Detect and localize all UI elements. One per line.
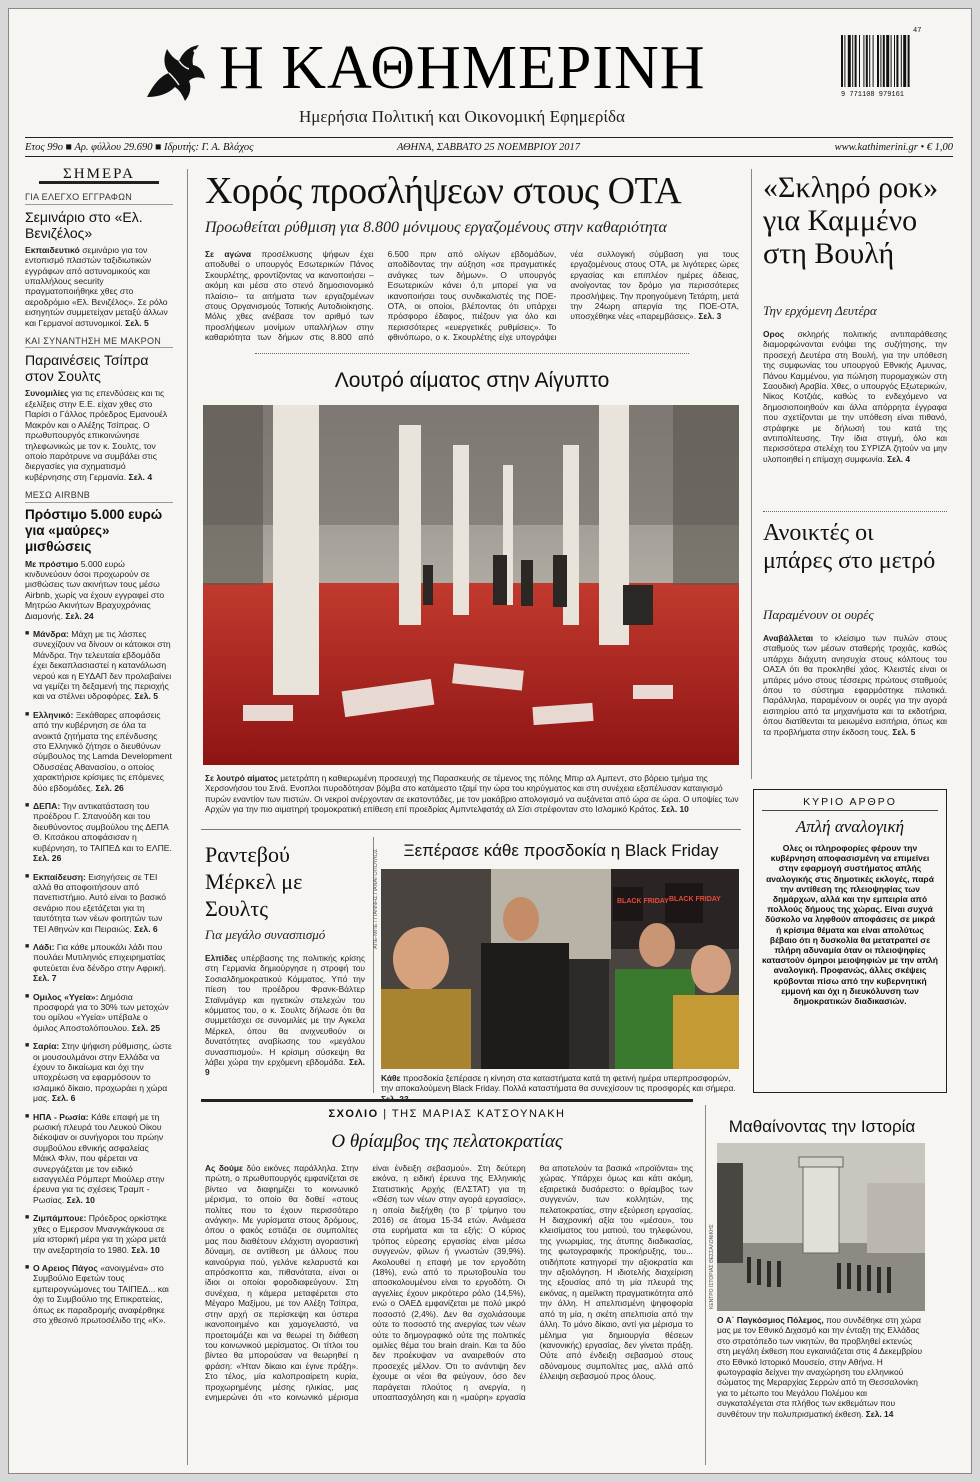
commentary-body: Ας δούμε δύο εικόνες παράλληλα. Στην πρώτη, ο πρωθυπουργός εμφανίζεται σε βίντεο να διαφημίζει το κοινωνικό μέρισμα, το οποίο θα δοθεί «στους πολίτες που το έχουν περισσότερο ανάγκη». Με γυρίσματα στους δρόμους, όπου ο φακός εστιάζει σε συμπολίτες μας που διαθέτουν ελάχιστη αγοραστική δύναμη, σε αντίθεση με άλλους που καινούργια πού, γελάνε κελαρυστά και απρόσκοπτα και, πιθανότατα, είναι οι ίδιοι οι οποίοι φοροδιαφεύγουν. Στη συνέχεια, η κάμερα μεταφέρεται στο Μέγαρο Μαξίμου, με τον Αλέξη Τσίπρα, στην αρχή σε περίσκεψη και ύστερα ικανοποιημένο και χαμογελαστό, να προετοιμάζει και να θεωρεί τη διάθεση του κοινωνικού μερίσματος. Οι τίτλοι του βίντεο θα μπορούσαν να θεωρηθεί η φράση: «Ήταν δίκαιο και έγινε πράξη». Στο τέλος, μία καλοπροαίρετη κυρία, προχωρημένης μέσης ηλικίας, μας ενημερώνει ότι «το κοινωνικό μέρισμα είναι ένδειξη σεβασμού». Στη δεύτερη εικόνα, η ειδική έρευνα της Ελληνικής Στατιστικής Αρχής (ΕΛΣΤΑΤ) για τη «Θέση των νέων στην αγορά εργασίας», η οποία διεξήχθη (το β΄ τρίμηνο του 2016) σε άτομα 15-34 ετών. Ανάμεσα στα ευρήματα και τα εξής: Ο κύριος τρόπος εύρεσης εργασίας είναι μέσω συγγενών, φίλων ή γνωστών (39,9%). Ακολουθεί η επαφή με τον εργοδότη (18%), ενώ από το πρωτοβουλία του αποσκολουμένου είναι το εργοδότη. Οι αγγελίες έχουν μικρότερο ρόλο (14,5%), ενώ ο ΟΑΕΔ εμφανίζεται με πολύ μικρό ποσοστό (2,4%). Δεν θα σχολιάσουμε ούτε το ποσοστό της ανεργίας των νέων ούτε το δημογραφικό ούτε της πολιτικές ομιλίες θέμα του brain drain. Και τα δύο δεν προέκυψαν να αναιρεθούν στο προσεχές μέλλον. Ότι το ανάντιψη δεν έχουμε οι νέοι θα φεύγουν, όσο δεν παράγεται πλούτος η ανεργία, η υποαπασχόληση και η «μαύρη» εργασία θα αποτελούν τα βασικά «προϊόντα» της χώρας. Υπάρχει όμως και κάτι ακόμη, εξαιρετικά δυσάρεστο: ο θρίαμβος των συγγενών, των κολλητών, της πελατοκρατίας, στην εξεύρεση εργασίας. Η διαχρονική αξία του «μέσου», του κλεισίματος του ματιού, του τηλεφώνου, της γνωριμίας, της άτυπης διαδικασίας, της φωτογραφικής προκήρυξης, του... οτιδήποτε κατηγορεί την αξιοκρατία και την αξιολόγηση. Η ιδιοτελής διαχείριση της εξουσίας από τη μία πλευρά της εικόνας, η αμείλικτη πραγματικότητα από την άλλη. Η απελπισμένη ψηφοφορία από τη μία, η σκέτη απελπισία από την άλλη. Το μόνο δίκαιο, αντί για μέρισμα το μέλημα για δημιουργία θέσεων (κανονικής) εργασίας, δεν γίνεται πράξη. Ούτε από ένδειξη σεβασμού στους αδύναμους συμπολίτες μας, αλλά από έλλειψη σεβασμού προς όλους. bbox=[205, 1163, 693, 1402]
sign-text: BLACK FRIDAY bbox=[669, 896, 721, 903]
merkel-subhead: Για μεγάλο συνασπισμό bbox=[205, 927, 326, 942]
masthead-subtitle: Ημερήσια Πολιτική και Οικονομική Εφημερίδα bbox=[299, 107, 625, 126]
story-headline: Παραινέσεις Τσίπρα στον Σουλτς bbox=[25, 352, 149, 385]
dateline-left: Ετος 99ο ■ Αρ. φύλλου 29.690 ■ Ιδρυτής: Γ. Α. Βλάχος bbox=[25, 142, 254, 153]
separator bbox=[255, 353, 689, 354]
rock-headline[interactable]: «Σκληρό ροκ» για Καμμένο στη Βουλή bbox=[763, 171, 939, 270]
blackfriday-photo[interactable] bbox=[381, 869, 739, 1069]
story-body: Συνομιλίες για τις επενδύσεις και τις εξελίξεις στην Ε.Ε. είχαν χθες στο Παρίσι ο Γάλλος πρόεδρος Εμανουέλ Μακρόν και ο Αλέξης Τσίπρας. Ο πρωθυπουργός επικοινώνησε τηλεφωνικώς με τον κ. Σουλτς, τον οποίο παρότρυνε να συμβάλει στις διεργασίες για σχηματισμό κυβέρνησης στη Γερμανία. Σελ. 4 bbox=[25, 388, 168, 482]
masthead-title: Η ΚΑΘΗΜΕΡΙΝΗ bbox=[219, 34, 706, 102]
column-divider bbox=[751, 169, 752, 779]
commentary-headline[interactable]: Ο θρίαμβος της πελατοκρατίας bbox=[331, 1131, 563, 1152]
column-divider bbox=[705, 1105, 706, 1465]
barcode-issue: 47 bbox=[913, 27, 922, 35]
editorial-box[interactable] bbox=[753, 789, 947, 1093]
column-divider bbox=[187, 169, 188, 1465]
left-story-3[interactable] bbox=[25, 490, 173, 621]
left-story-2[interactable] bbox=[25, 336, 173, 482]
bars-subhead: Παραμένουν οι ουρές bbox=[763, 607, 874, 622]
dateline-bar bbox=[25, 137, 953, 157]
story-headline: Σεμινάριο στο «Ελ. Βενιζέλος» bbox=[25, 208, 143, 241]
photo-credit: ΑΠΕ-ΜΠΕ / ΓΙΑΝΝΗΣ ΠΑΝΑΓΟΠΟΥΛΟΣ bbox=[373, 848, 379, 949]
sign-text: BLACK FRIDAY bbox=[617, 898, 669, 905]
rock-subhead: Την ερχόμενη Δευτέρα bbox=[763, 303, 877, 318]
brief-item[interactable]: ■ Λάδι: Για κάθε μπουκάλι λάδι που πουλάει Μυτιληνιός επιχειρηματίας φυτεύεται ένα δένδρο στην Αφρική. Σελ. 7 bbox=[25, 942, 173, 984]
blackfriday-caption: Κάθε προσδοκία ξεπέρασε η κίνηση στα καταστήματα κατά τη φετινή ημέρα υπερπροσφορών, την αποκαλούμενη Black Friday. Πολλά καταστήματα θα συνεχίσουν τις προσφορές και σήμερα. Σελ. 23 bbox=[381, 1073, 736, 1104]
blackfriday-headline[interactable]: Ξεπέρασε κάθε προσδοκία η Black Friday bbox=[403, 841, 719, 860]
left-story-1[interactable] bbox=[25, 192, 173, 328]
brief-item[interactable]: ■ Μάνδρα: Μάχη με τις λάσπες συνεχίζουν να δίνουν οι κάτοικοι στη Μάνδρα. Την τελευταία εβδομάδα έχει δεκαπλασιαστεί η κατανάλωση νερού και η ΕΥΔΑΠ δεν προλαβαίνει να γεμίζει τη δεξαμενή της περιοχής και να στέλνει υδροφόρες. Σελ. 5 bbox=[25, 629, 173, 702]
griffin-logo-icon bbox=[139, 37, 211, 109]
newspaper-front-page bbox=[8, 8, 972, 1474]
egypt-caption: Σε λουτρό αίματος μετετράπη η καθιερωμένη προσευχή της Παρασκευής σε τέμενος της πόλης Μπιρ αλ Αμπεντ, στο βόρειο τμήμα της Χερσονήσου του Σινά. Ενοπλοι πυροδότησαν βόμβα στο κατάμεστο τζαμί την ώρα του κηρύγματος και στη συνέχεια εξαπέλυσαν καταιγισμό πυρών εναντίον των πιστών. Οι νεκροί ανέρχονταν σε εκατοντάδες, με τον μακάβριο απολογισμό να αυξάνεται από ώρα σε ώρα. Ο υποψίες των Αρχών για την πιο αιματηρή τρομοκρατική επίθεση επί προεδρίας Αμπντελφατάχ αλ Σίσι στρέφονταν στο Ισλαμικό Κράτος. Σελ. 10 bbox=[205, 773, 739, 815]
left-briefs-column bbox=[25, 166, 173, 1469]
separator bbox=[201, 829, 741, 830]
brief-item[interactable]: ■ ΔΕΠΑ: Την αντικατάσταση του προέδρου Γ. Σπανούδη και του διευθύνοντος συμβούλου της ΔΕΠΑ Θ. Κιτσάκου αποφάσισαν η κυβέρνηση, το ΤΑΙΠΕΔ και το ΕΛΠΕ. Σελ. 26 bbox=[25, 801, 173, 863]
bars-headline[interactable]: Ανοικτές οι μπάρες στο μετρό bbox=[763, 520, 936, 574]
commentary-label: ΣΧΟΛΙΟ | ΤΗΣ ΜΑΡΙΑΣ ΚΑΤΣΟΥΝΑΚΗ bbox=[201, 1099, 693, 1121]
story-body: Με πρόστιμο 5.000 ευρώ κινδυνεύουν όσοι προχωρούν σε μισθώσεις των ακινήτων τους μέσω Airbnb, χωρίς να έχουν εγγραφεί στο Μητρώο Ακινήτων Βραχυχρόνιας Διαμονής. Σελ. 24 bbox=[25, 558, 165, 621]
barcode-icon bbox=[839, 35, 927, 97]
lead-body: Σε αγώνα προσέλκυσης ψήφων έχει αποδυθεί ο υπουργός Εσωτερικών Πάνος Σκουρλέτης, φροντίζοντας να ικανοποιήσει –ακόμη και μέσα στο στενό δημοσιονομικό πλαίσιο– τα αιτήματα των εργαζομένων στους Οργανισμούς Τοπικής Αυτοδιοίκησης. Μόλις χθες ανέβασε τον αριθμό των προσλήψεων μονίμων υπαλλήλων στην καθαριότητα των δήμων στις 8.800 από 6.500 πριν από ολίγων εβδομάδων, αποδίδοντας την αύξηση «σε πραγματικές ανάγκες των δήμων». Ο υπουργός Εσωτερικών κάνει ό,τι μπορεί για να ικανοποιήσει τους συνδικαλιστές της ΠΟΕ-ΟΤΑ, οι οποίοι, βλέποντας ότι υπάρχει πρόσφορο έδαφος, πιέζουν για όλο και περισσότερες «ευεργετικές ρυθμίσεις». Το φθινόπωρο, ο κ. Σκουρλέτης είχε υπογράψει νέα συλλογική σύμβαση για τους εργαζομένους στους ΟΤΑ, με λιγότερες ώρες εργασίας και επιπλέον ημέρες άδειας, ανοίγοντας τον δρόμο για περισσότερες προσλήψεις. Την προηγούμενη Τετάρτη, μετά την 24ωρη απεργία της ΠΟΕ-ΟΤΑ, υποσχέθηκε νέες «παρεμβάσεις». Σελ. 3 bbox=[205, 249, 739, 343]
photo-credit: ΚΕΝΤΡΟ ΙΣΤΟΡΙΑΣ ΘΕΣΣΑΛΟΝΙΚΗΣ bbox=[709, 1224, 715, 1309]
rock-body: Ορος σκληρής πολιτικής αντιπαράθεσης διαμορφώνονται ενόψει της συζήτησης, την προσεχή Δευτέρα στη Βουλή, για την υπόθεση της συμφωνίας του υπουργού Εθνικής Αμυνας, Πάνου Καμμένου, για πώληση πυρομαχικών στη Σαουδική Αραβία. Χθες, ο υπουργός Εξωτερικών, Νίκος Κοτζιάς, καθώς το ενδεχόμενο να δημοσιοποιηθούν και άλλα απόρρητα έγγραφα που σχετίζονται με την υπόθεση είναι πιθανό, στράφηκε με δήλωσή του κατά της αντιπολίτευσης. Την ίδια στιγμή, όλο και περισσότερα στελέχη του ΣΥΡΙΖΑ ζητούν να μην υλοποιηθεί η επίμαχη συμφωνία. Σελ. 4 bbox=[763, 329, 947, 464]
dateline-site[interactable]: www.kathimerini.gr • € 1,00 bbox=[834, 142, 953, 153]
section-label-today: ΣΗΜΕΡΑ bbox=[39, 169, 159, 184]
merkel-headline[interactable]: Ραντεβού Μέρκελ με Σουλτς bbox=[205, 842, 303, 921]
egypt-headline[interactable]: Λουτρό αίματος στην Αίγυπτο bbox=[334, 369, 610, 392]
brief-item[interactable]: ■ Ο Αρειος Πάγος «ανοιγμένα» στο Συμβούλιο Εφετών τους εμπειρογνώμονες του ΤΑΙΠΕΔ... και όχι το Συμβούλιο της Επικρατείας, όπως εκ παραδρομής αναφέρθηκε στο χθεσινό πρωτοσέλιδο της «Κ». bbox=[25, 1263, 173, 1325]
brief-item[interactable]: ■ Ομιλος «Υγεία»: Δημόσια προσφορά για το 30% των μετοχών του ομίλου «Υγεία» υπέβαλε ο όμιλος Αποστολόπουλου. Σελ. 25 bbox=[25, 992, 173, 1034]
lead-subhead: Προωθείται ρύθμιση για 8.800 μόνιμους εργαζομένους στην καθαριότητα bbox=[205, 219, 667, 236]
history-photo[interactable] bbox=[717, 1143, 925, 1311]
history-caption: Ο Α΄ Παγκόσμιος Πόλεμος, που συνδέθηκε στη χώρα μας με τον Εθνικό Διχασμό και την ένταξη της Ελλάδας στο στρατόπεδο των νικητών, θα προβληθεί εκτενώς στη μεγάλη έκθεση που εγκαινιάζεται στις 4 Δεκεμβρίου στο Εθνικό Ιστορικό Μουσείο, στην Αθήνα. Η φωτογραφία δείχνει την αναχώρηση του ελληνικού σώματος της Μεραρχίας Σερρών από τη Θεσσαλονίκη για το μέτωπο του Μεγάλου Πολέμου και συγκαταλέγεται στα πλήθος των εκθεμάτων που συνθέτουν την πολυπρισματική έκθεση. Σελ. 14 bbox=[717, 1315, 923, 1419]
story-kicker: ΓΙΑ ΕΛΕΓΧΟ ΕΓΓΡΑΦΩΝ bbox=[25, 192, 173, 204]
brief-item[interactable]: ■ Εκπαίδευση: Εισηγήσεις σε ΤΕΙ αλλά θα αποφοιτήσουν από πανεπιστήμιο. Αυτό είναι το βασικό σενάριο που εξετάζεται για τη ταυτότητα των νέων φοιτητών των ΤΕΙ Αθηνών και Πειραιώς. Σελ. 6 bbox=[25, 872, 173, 934]
brief-item[interactable]: ■ Ζιμπάμπουε: Πρόεδρος ορκίστηκε χθες ο Εμερσον Μνανγκάγκουα σε μία ιστορική μέρα για τη χώρα μετά την ανεξαρτησία το 1980. Σελ. 10 bbox=[25, 1213, 173, 1255]
story-headline: Πρόστιμο 5.000 ευρώ για «μαύρες» μισθώσεις bbox=[25, 506, 163, 554]
story-body: Εκπαιδευτικό σεμινάριο για τον εντοπισμό πλαστών ταξιδιωτικών εγγράφων από αστυνομικούς και υπαλλήλους security πραγματοποιήθηκε χθες στο αεροδρόμιο «Ελ. Βενιζέλος». Σε ρόλο εισηγητών συμμετείχαν μεταξύ άλλων και Γερμανοί αστυνομικοί. Σελ. 5 bbox=[25, 244, 168, 328]
lead-headline[interactable]: Χορός προσλήψεων στους ΟΤΑ bbox=[205, 170, 682, 212]
brief-item[interactable]: ■ Σαρία: Στην ψήφιση ρύθμισης, ώστε οι μουσουλμάνοι στην Ελλάδα να έχουν το δικαίωμα και όχι την υποχρέωση να εφαρμόσουν το ισλαμικό δίκαιο, προχωράει η χώρα μας. Σελ. 6 bbox=[25, 1041, 173, 1103]
merkel-body: Ελπίδες υπέρβασης της πολιτικής κρίσης στη Γερμανία δημιούργησε η στροφή του Σοσιαλδημοκρατικού Κόμματος. Υπό την πίεση του προέδρου Φρανκ-Βάλτερ Σταϊνμάγερ και ηγετικών στελεχών του κόμματος του, ο κ. Σουλτς δήλωσε ότι θα συμμετάσχει σε συνομιλίες με την Αγκελα Μέρκελ, όπου θα ανιχνευθούν οι δυνατότητες αναβίωσης του «μεγάλου συνασπισμού». Η κρίσιμη σύσκεψη θα λάβει χώρα την ερχόμενη εβδομάδα. Σελ. 9 bbox=[205, 953, 366, 1078]
bars-body: Αναβάλλεται το κλείσιμο των πυλών στους σταθμούς των μέσων σταθερής τροχιάς, καθώς υπάρχει διάχυτη ανησυχία στους κόλπους του ΟΑΣΑ ότι θα προκληθεί χάος. Κλειστές είναι οι μπάρες μόνο στους τέσσερις πρώτους σταθμούς όπου το σύστημα εφαρμόστηκε πιλοτικά. Παράλληλα, παραμένουν οι ουρές για την αγορά εισιτηρίου από τα μηχανήματα και τα εκδοτήρια, όπου διατίθενται τα μειωμένα εισιτήρια, όπως και τα προβλήματα στην έκδοση τους. Σελ. 5 bbox=[763, 633, 947, 737]
editorial-body: Ολες οι πληροφορίες φέρουν την κυβέρνηση αποφασισμένη να επιμείνει στην εφαρμογή συστήματος απλής αναλογικής στις δημοτικές εκλογές, παρά την αντίθεση της πλειοψηφίας των δημάρχων, αλλά και την εμπειρία από πολλούς δήμους της χώρας. Είναι συχνά δύσκολο να ληφθούν αποφάσεις σε μικρά ή κρίσιμα θέματα και είναι απολύτως βέβαιο ότι η δυσκολία θα μετατραπεί σε πλήρη αδυναμία όταν οι πλειοψηφίες καταστούν όμηροι μειοψηφιών με την απλή αναλογική. Προφανώς, άλλες σκέψεις κρύβονται πίσω από την κυβερνητική εμμονή και όχι η διευκόλυνση των δημοκρατικών διαδικασιών. bbox=[762, 843, 938, 1007]
editorial-headline: Απλή αναλογική bbox=[795, 817, 905, 836]
barcode-digits: 9 771108 979161 bbox=[841, 91, 905, 99]
brief-item[interactable]: ■ ΗΠΑ - Ρωσία: Κάθε επαφή με τη ρωσική πλευρά του Λευκού Οίκου διέκοψαν οι συνήγοροι του πρώην συμβούλου εθνικής ασφαλείας Μάικλ Φλιν, που φέρεται να συνεργάζεται με τον ειδικό εισαγγελέα Ρόμπερτ Μιούλερ στην έρευνα για τις σχέσεις Τραμπ - Ρωσίας. Σελ. 10 bbox=[25, 1112, 173, 1206]
story-kicker: ΚΑΙ ΣΥΝΑΝΤΗΣΗ ΜΕ ΜΑΚΡΟΝ bbox=[25, 336, 173, 348]
separator bbox=[763, 511, 947, 512]
editorial-label: ΚΥΡΙΟ ΑΡΘΡΟ bbox=[762, 796, 938, 811]
mosque-photo[interactable] bbox=[203, 405, 739, 765]
dateline-date: ΑΘΗΝΑ, ΣΑΒΒΑΤΟ 25 ΝΟΕΜΒΡΙΟΥ 2017 bbox=[397, 142, 580, 153]
story-kicker: ΜΕΣΩ AIRBNB bbox=[25, 490, 173, 502]
brief-item[interactable]: ■ Ελληνικό: Ξεκάθαρες αποφάσεις από την κυβέρνηση σε όλα τα ανοικτά ζητήματα της επένδυσης στο Ελληνικό ζήτησε ο διευθύνων σύμβουλος της Lamda Development Οδυσσέας Αθανασίου, ο οποίος χαρακτήρισε κρίσιμες τις επόμενες δύο εβδομάδες. Σελ. 26 bbox=[25, 710, 173, 793]
history-headline[interactable]: Μαθαίνοντας την Ιστορία bbox=[728, 1117, 916, 1136]
